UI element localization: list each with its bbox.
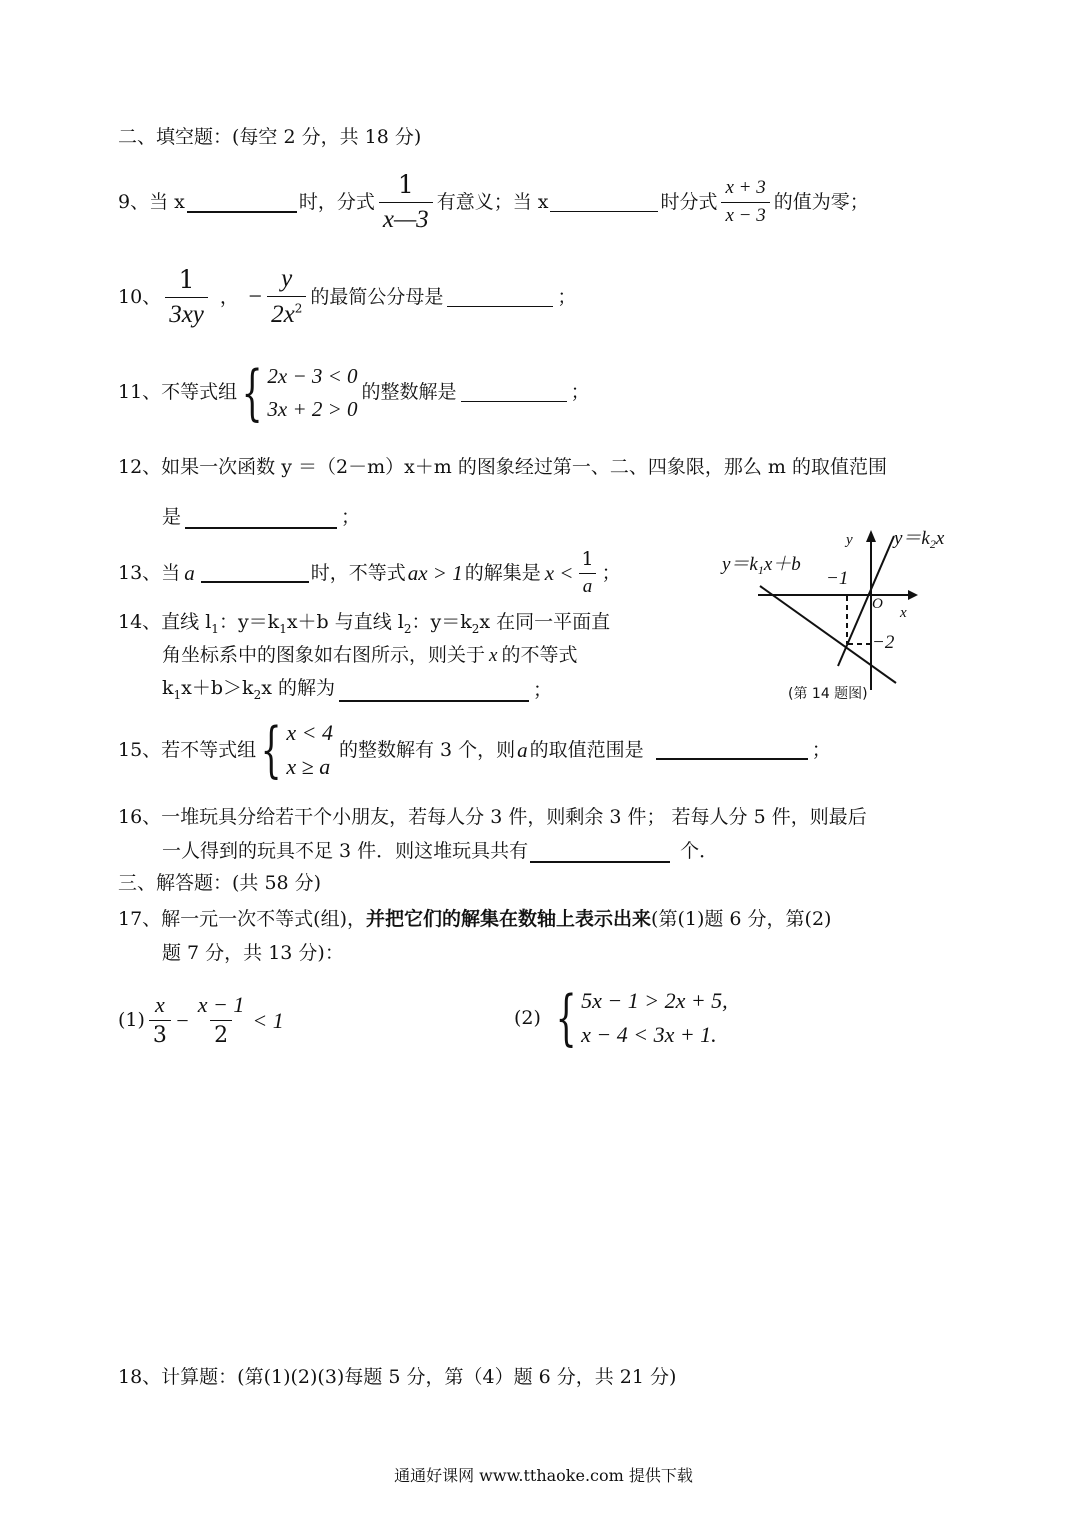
q10-f2-exponent: 2 (294, 301, 303, 316)
q16-line-1-text: 16、一堆玩具分给若干个小朋友，若每人分 3 件，则剩余 3 件； 若每人分 5 件，则最后 (118, 806, 867, 828)
q17-p2-system (581, 984, 728, 1052)
q17-p1-f2-numerator: x − 1 (197, 992, 245, 1017)
q10-f1-denominator: 3xy (165, 297, 208, 330)
question-17-line-2 (162, 942, 344, 965)
q12-line-1-text: 12、如果一次函数 y ＝（2－m）x＋m 的图象经过第一、二、四象限，那么 m 的取值范围 (118, 456, 887, 478)
q13-f-numerator: 1 (581, 548, 594, 570)
q10-f1-numerator: 1 (178, 264, 195, 294)
q13-f-denominator: a (579, 573, 597, 599)
q13-inequality: ax > 1 (407, 560, 463, 585)
q14-l1-a: 14、直线 l (118, 611, 212, 633)
q9-part-c: 有意义；当 x (436, 191, 549, 214)
q14-l3-c: x 的解为 (261, 677, 335, 699)
q14-l3-a: k (162, 677, 174, 699)
q13-end: ； (601, 561, 621, 584)
graph-minus-two: −2 (872, 632, 895, 653)
q14-l2-x: x (489, 645, 498, 666)
q17-p1-fraction-1 (149, 992, 171, 1050)
q11-system (267, 360, 357, 425)
q14-l3-b: x＋b＞k (181, 677, 254, 699)
q9-part-a: 9、当 x (118, 191, 185, 214)
q15-end: ； (811, 738, 831, 761)
q15-brace: { (260, 715, 282, 786)
q17-part-1 (118, 992, 284, 1050)
q16-line-2-end: 个． (680, 840, 719, 862)
q17-p2-label: (2) (514, 1006, 541, 1029)
q17-p1-label: (1) (118, 1009, 145, 1032)
q10-negative: − (246, 283, 264, 310)
q17-p2-line-2: x − 4 < 3x + 1. (581, 1022, 717, 1048)
question-16-line-1 (118, 806, 867, 829)
page-footer (0, 1466, 1087, 1485)
q15-system (286, 716, 333, 784)
question-17-line-1 (118, 908, 831, 931)
question-16-line-2 (162, 840, 718, 863)
q13-part-c: 的解集是 (464, 561, 541, 584)
question-14-line-1 (118, 611, 610, 636)
q17-p1-f1-denominator: 3 (149, 1020, 171, 1049)
question-12-line-2 (162, 506, 360, 529)
q17-l2: 题 7 分，共 13 分)： (162, 942, 344, 964)
q9-part-d: 时分式 (660, 191, 718, 214)
q13-fraction (577, 548, 597, 599)
q11-part-a: 11、不等式组 (118, 381, 238, 404)
q9-f2-numerator: x + 3 (725, 177, 766, 199)
q17-p1-fraction-2 (194, 992, 249, 1050)
q18-text: 18、计算题：(第(1)(2)(3)每题 5 分，第（4）题 6 分，共 21 分) (118, 1366, 677, 1388)
q9-fraction-1 (379, 170, 433, 235)
q9-f1-denominator: x—3 (379, 202, 433, 235)
graph-y-axis-arrow (866, 530, 876, 542)
graph-origin-label: O (872, 596, 883, 612)
q10-f2-numerator: y (281, 265, 293, 292)
q17-p2-line-1: 5x − 1 > 2x + 5, (581, 988, 728, 1013)
q10-f2-denominator: 2x (271, 301, 295, 328)
graph-y-label: y (846, 532, 853, 548)
question-11 (118, 357, 590, 428)
q14-l1-b: ：y＝k (218, 611, 280, 633)
q13-part-b: 时，不等式 (310, 561, 406, 584)
graph-label-l1: $y=k_1x+b$ (722, 554, 801, 577)
section-2-heading-text: 二、填空题：(每空 2 分，共 18 分) (118, 126, 422, 148)
q14-l3-sub-1: 1 (173, 687, 182, 702)
q9-part-b: 时，分式 (298, 191, 375, 214)
question-15 (118, 716, 831, 784)
graph-label-l2: $y=k_2x$ (894, 528, 945, 551)
q9-blank-2[interactable] (550, 193, 658, 212)
q17-l1-a: 17、解一元一次不等式(组)， (118, 908, 367, 930)
q17-l1-bold: 并把它们的解集在数轴上表示出来 (366, 908, 652, 930)
question-12-line-1 (118, 456, 887, 479)
q11-part-b: 的整数解是 (361, 381, 457, 404)
q11-line-1: 2x − 3 < 0 (267, 364, 358, 388)
q17-p1-f1-numerator: x (155, 992, 165, 1017)
q13-part-a: 13、当 (118, 561, 181, 584)
q13-var: a (184, 560, 195, 585)
q9-blank-1[interactable] (187, 193, 297, 213)
q12-blank[interactable] (185, 509, 337, 529)
q11-end: ； (570, 381, 590, 404)
q17-p2-brace: { (555, 983, 577, 1054)
q15-line-1: x < 4 (286, 720, 333, 745)
q12-end: ； (341, 506, 361, 528)
q14-l1-d: ：y＝k (411, 611, 472, 633)
q10-label: 10、 (118, 285, 162, 308)
q13-blank[interactable] (201, 563, 309, 583)
q9-part-e: 的值为零； (773, 191, 869, 214)
q14-l2-a: 角坐标系中的图象如右图所示，则关于 (162, 644, 486, 666)
graph-x-axis-arrow (908, 590, 918, 600)
q11-brace: { (241, 357, 263, 428)
q14-l1-e: x 在同一平面直 (479, 611, 611, 633)
q10-part-b: 的最简公分母是 (310, 285, 444, 308)
q9-f1-numerator: 1 (397, 170, 414, 199)
q17-p1-f2-denominator: 2 (210, 1020, 232, 1049)
q14-l1-sub-3: 2 (403, 621, 412, 636)
q14-graph (700, 520, 990, 710)
q17-p1-minus: − (174, 1007, 190, 1033)
q14-blank[interactable] (339, 682, 529, 702)
q14-l3-sub-2: 2 (253, 687, 262, 702)
q15-var: a (517, 737, 528, 762)
q12-line-2-text: 是 (162, 506, 182, 528)
graph-minus-one: −1 (826, 568, 849, 589)
q15-line-2: x ≥ a (286, 754, 331, 780)
q10-end: ； (557, 285, 577, 308)
q10-blank[interactable] (447, 288, 553, 307)
graph-x-label: x (900, 605, 907, 621)
question-14-line-3 (162, 677, 552, 702)
q9-f2-denominator: x − 3 (721, 202, 769, 228)
q16-blank[interactable] (530, 843, 670, 863)
q10-comma: ， (219, 285, 239, 308)
question-13 (118, 548, 621, 599)
graph-caption: (第 14 题图) (788, 686, 868, 702)
q17-l1-c: (第(1)题 6 分，第(2) (651, 908, 832, 930)
q11-line-2: 3x + 2 > 0 (267, 396, 358, 421)
question-14-line-2 (162, 644, 577, 668)
q15-blank[interactable] (656, 740, 808, 760)
q14-l1-c: x＋b 与直线 l (286, 611, 404, 633)
q14-l1-sub-4: 2 (471, 621, 480, 636)
q17-part-2 (514, 984, 728, 1052)
section-3-heading (118, 872, 321, 895)
q9-fraction-2 (721, 177, 769, 228)
question-10 (118, 264, 576, 330)
q16-line-2-text: 一人得到的玩具不足 3 件．则这堆玩具共有 (162, 840, 529, 862)
q15-part-c: 的取值范围是 (529, 738, 644, 761)
q15-part-a: 15、若不等式组 (118, 738, 257, 761)
q14-l1-sub-2: 1 (279, 621, 287, 636)
q17-p1-less: < 1 (252, 1007, 284, 1033)
section-2-heading (118, 126, 421, 149)
q11-blank[interactable] (461, 383, 567, 402)
q14-l2-b: 的不等式 (501, 644, 578, 666)
q13-x-less: x < (544, 560, 574, 585)
question-9 (118, 170, 869, 235)
question-18 (118, 1366, 676, 1389)
q10-f2-denominator-wrap (267, 296, 306, 330)
q14-end: ； (532, 679, 552, 702)
q10-fraction-1 (165, 265, 208, 330)
q14-l1-sub-1: 1 (211, 621, 219, 636)
footer-text: 通通好课网 www.tthaoke.com 提供下载 (394, 1466, 693, 1485)
q10-fraction-2 (267, 264, 306, 330)
q14-l3-wrap (162, 677, 335, 702)
q15-part-b: 的整数解有 3 个，则 (339, 738, 516, 761)
section-3-heading-text: 三、解答题：(共 58 分) (118, 872, 322, 894)
